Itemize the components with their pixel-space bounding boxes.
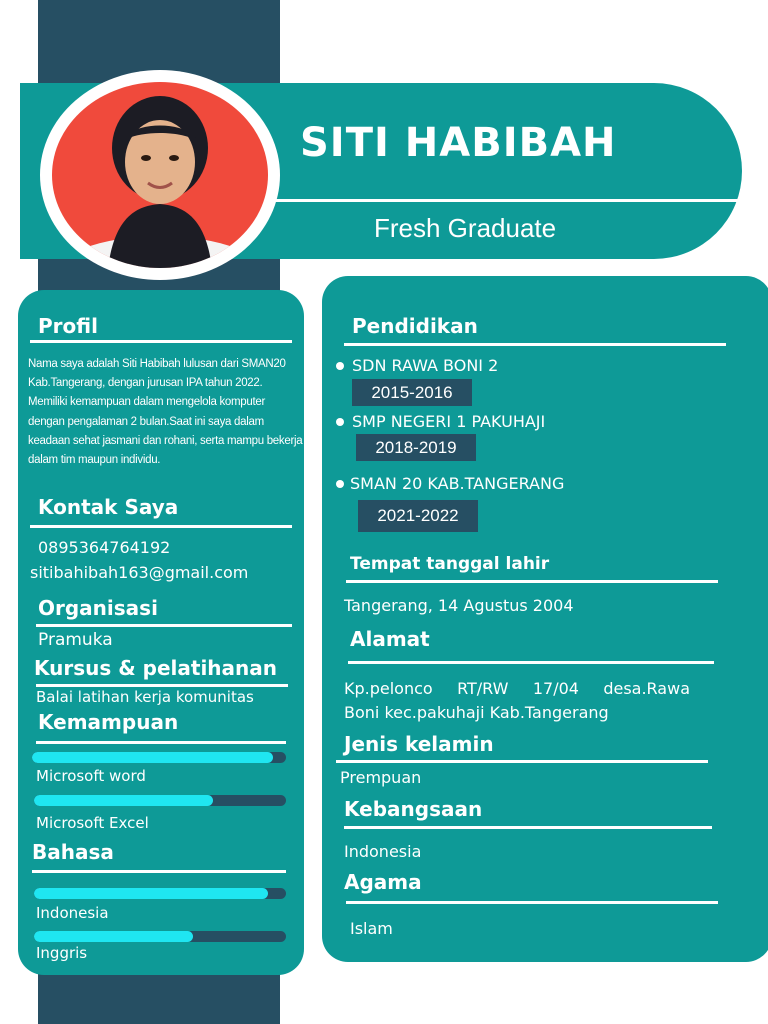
person-name: SITI HABIBAH: [300, 120, 617, 166]
school-name: SDN RAWA BONI 2: [352, 356, 499, 375]
pendidikan-rule: [344, 343, 726, 346]
profil-rule: [30, 340, 292, 343]
job-title: Fresh Graduate: [374, 213, 557, 243]
skill-bar-fill: [34, 795, 213, 806]
school-years: 2021-2022: [358, 500, 478, 532]
kontak-rule: [30, 525, 292, 528]
kebangsaan-rule: [344, 826, 712, 829]
phone-number: 0895364764192: [38, 538, 171, 557]
profile-photo: [52, 82, 268, 268]
kemampuan-heading: Kemampuan: [38, 710, 179, 734]
kelamin-value: Prempuan: [340, 768, 422, 787]
profil-heading: Profil: [38, 314, 98, 338]
school-years: 2015-2016: [352, 379, 472, 406]
school-years: 2018-2019: [356, 434, 476, 461]
skill-label-excel: Microsoft Excel: [36, 814, 149, 832]
skill-bar-excel: [34, 795, 286, 806]
language-bar-inggris: [34, 931, 286, 942]
kursus-heading: Kursus & pelatihanan: [34, 656, 278, 680]
ttl-value: Tangerang, 14 Agustus 2004: [344, 596, 574, 615]
agama-value: Islam: [350, 919, 393, 938]
skill-bar-word: [32, 752, 286, 763]
kelamin-heading: Jenis kelamin: [344, 732, 494, 756]
alamat-heading: Alamat: [350, 627, 430, 651]
bahasa-rule: [32, 870, 286, 873]
pendidikan-heading: Pendidikan: [352, 314, 478, 338]
kemampuan-rule: [36, 741, 286, 744]
organisasi-value: Pramuka: [38, 630, 113, 650]
language-bar-fill: [34, 931, 193, 942]
alamat-line1: Kp.pelonco RT/RW 17/04 desa.Rawa: [344, 679, 690, 698]
organisasi-rule: [36, 624, 292, 627]
bullet-icon: [336, 480, 344, 488]
agama-heading: Agama: [344, 870, 422, 894]
banner-divider: [272, 199, 740, 202]
ttl-rule: [346, 580, 718, 583]
language-label-inggris: Inggris: [36, 944, 88, 962]
kelamin-rule: [336, 760, 708, 763]
bullet-icon: [336, 362, 344, 370]
alamat-rule: [348, 661, 714, 664]
kursus-value: Balai latihan kerja komunitas: [36, 688, 254, 706]
email-address: sitibahibah163@gmail.com: [30, 563, 249, 582]
school-name: SMP NEGERI 1 PAKUHAJI: [352, 412, 546, 431]
alamat-line2: Boni kec.pakuhaji Kab.Tangerang: [344, 703, 609, 722]
agama-rule: [346, 901, 718, 904]
language-bar-fill: [34, 888, 268, 899]
person-illustration: [52, 82, 268, 268]
bullet-icon: [336, 418, 344, 426]
school-name: SMAN 20 KAB.TANGERANG: [350, 474, 565, 493]
language-bar-indonesia: [34, 888, 286, 899]
skill-bar-fill: [32, 752, 273, 763]
kebangsaan-value: Indonesia: [344, 842, 422, 861]
bahasa-heading: Bahasa: [32, 840, 114, 864]
kontak-heading: Kontak Saya: [38, 495, 179, 519]
profil-text: Nama saya adalah Siti Habibah lulusan dari SMAN20 Kab.Tangerang, dengan jurusan IPA tahun 2022. Memiliki kemampuan dalam mengelola komputer dengan pengalaman 2 bulan.Saat ini saya dalam keadaan sehat jasmani dan rohani, serta mampu bekerja dalam tim maupun individu.: [28, 358, 303, 467]
kebangsaan-heading: Kebangsaan: [344, 797, 483, 821]
kursus-rule: [36, 684, 288, 687]
organisasi-heading: Organisasi: [38, 596, 158, 620]
skill-label-word: Microsoft word: [36, 767, 146, 785]
ttl-heading: Tempat tanggal lahir: [350, 554, 550, 574]
language-label-indonesia: Indonesia: [36, 904, 109, 922]
